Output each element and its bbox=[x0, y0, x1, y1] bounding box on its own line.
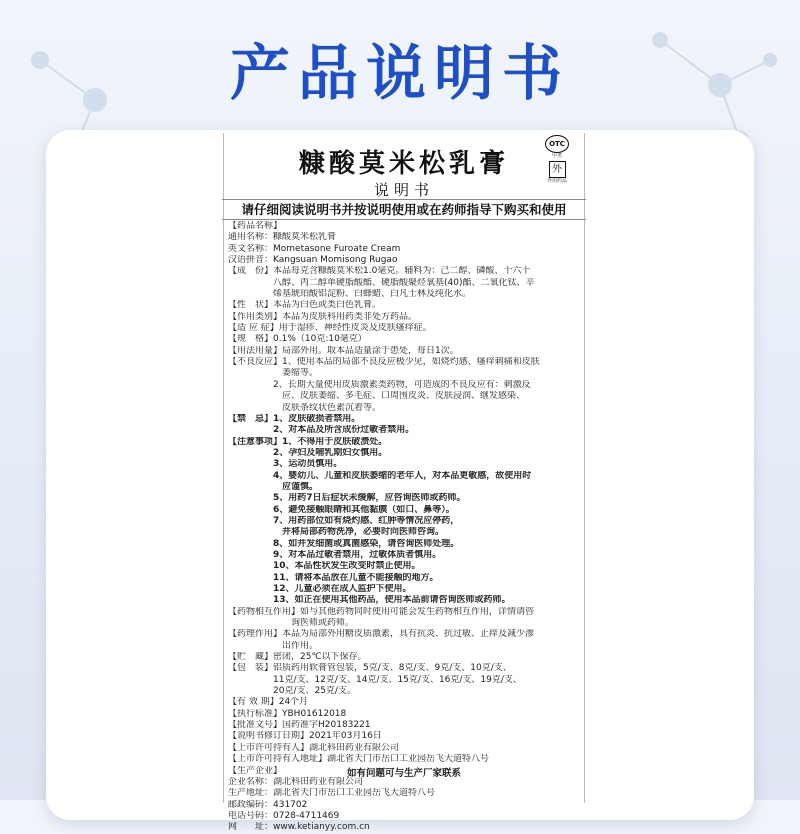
leaflet-subtitle: 说明书 bbox=[373, 181, 434, 199]
leaflet-line: 邮政编码：431702 bbox=[228, 799, 308, 810]
leaflet-line: 6、避免接触眼睛和其他黏膜（如口、鼻等）。 bbox=[228, 504, 455, 515]
leaflet-line: 【不良反应】1、使用本品的局部不良反应极少见，如烧灼感、瘙痒刺痛和皮肤 bbox=[228, 357, 540, 368]
leaflet-line: 网 址：www.ketianyy.com.cn bbox=[228, 822, 370, 833]
leaflet-line: 萎缩等。 bbox=[228, 368, 319, 379]
leaflet-line: 出作用。 bbox=[228, 640, 319, 651]
leaflet-line: 企业名称：湖北科田药业有限公司 bbox=[228, 776, 364, 787]
leaflet-line: 【适 应 症】用于湿疹、神经性皮炎及皮肤瘙痒症。 bbox=[228, 323, 432, 334]
external-use-icon: 外 bbox=[549, 161, 566, 178]
leaflet-line: 【贮 藏】密闭，25℃以下保存。 bbox=[228, 652, 367, 663]
leaflet-line: 【上市许可持有人地址】湖北省天门市岳口工业园岳飞大道特八号 bbox=[228, 754, 490, 765]
leaflet-line: 电话号码：0728-4711469 bbox=[228, 810, 340, 821]
otc-badge-icon: OTC bbox=[545, 135, 569, 153]
leaflet-line: 询医师或药师。 bbox=[228, 618, 355, 629]
leaflet-line: 8、如并发细菌或真菌感染，请咨询医师处理。 bbox=[228, 538, 460, 549]
leaflet-line: 皮肤条纹状色素沉着等。 bbox=[228, 402, 382, 413]
leaflet-line: 烯基琥珀酸铝淀粉、白蜂蜡、白凡士林及纯化水。 bbox=[228, 289, 472, 300]
leaflet-line: 9、对本品过敏者禁用，过敏体质者慎用。 bbox=[228, 549, 442, 560]
leaflet-line: 【禁 忌】1、皮肤破损者禁用。 bbox=[228, 413, 361, 424]
leaflet-line: 10、本品性状发生改变时禁止使用。 bbox=[228, 561, 421, 572]
leaflet-line: 【性 状】本品为白色或类白色乳膏。 bbox=[228, 300, 382, 311]
leaflet-line: 11克/支、12克/支、14克/支、15克/支、16克/支、19克/支、 bbox=[228, 674, 522, 685]
page-title: 产品说明书 bbox=[230, 39, 570, 109]
external-use-label: 外用药品 bbox=[546, 178, 567, 184]
otc-class-label: 甲类 bbox=[551, 153, 562, 159]
leaflet-line: 【药品名称】 bbox=[228, 221, 283, 231]
leaflet-line: 7、用药部位如有烧灼感、红肿等情况应停药， bbox=[228, 515, 460, 526]
leaflet-line: 八醇、丙二醇单硬脂酸酯、硬脂酸聚烃氧基(40)酯、二氧化钛、辛 bbox=[228, 277, 535, 288]
leaflet-line: 【药物相互作用】如与其他药物同时使用可能会发生药物相互作用，详情请咨 bbox=[228, 606, 535, 617]
leaflet-line: 通用名称：糠酸莫米松乳膏 bbox=[228, 232, 337, 243]
leaflet-line: 【用法用量】局部外用。取本品适量涂于患处，每日1次。 bbox=[228, 345, 459, 356]
leaflet-line: 5、用药7日后症状未缓解，应咨询医师或药师。 bbox=[228, 493, 466, 504]
usage-warning: 请仔细阅读说明书并按说明使用或在药师指导下购买和使用 bbox=[222, 199, 586, 220]
leaflet-line: 3、运动员慎用。 bbox=[228, 459, 343, 470]
leaflet-line: 应谨慎。 bbox=[228, 481, 319, 492]
drug-leaflet bbox=[223, 133, 585, 833]
leaflet-line: 【有 效 期】24个月 bbox=[228, 697, 309, 708]
leaflet-line: 【执行标准】YBH01612018 bbox=[228, 708, 347, 719]
leaflet-line: 2、孕妇及哺乳期妇女慎用。 bbox=[228, 447, 388, 458]
leaflet-line: 2、对本品及所含成份过敏者禁用。 bbox=[228, 425, 415, 436]
leaflet-line: 【生产企业】 bbox=[228, 765, 283, 776]
leaflet-line: 汉语拼音：Kangsuan Momisong Rugao bbox=[228, 255, 398, 266]
leaflet-line: 【上市许可持有人】湖北科田药业有限公司 bbox=[228, 742, 400, 753]
manufacturer-contact-note: 如有问题可与生产厂家联系 bbox=[346, 768, 461, 779]
leaflet-line: 并将局部药物洗净，必要时向医师咨询。 bbox=[228, 527, 445, 538]
leaflet-line: 20克/支、25克/支。 bbox=[228, 686, 356, 697]
leaflet-line: 【规 格】0.1%（10克:10毫克） bbox=[228, 334, 367, 345]
leaflet-line: 【成 份】本品每克含糠酸莫米松1.0毫克。辅料为：己二醇、磷酸、十六十 bbox=[228, 266, 531, 277]
leaflet-line: 4、婴幼儿、儿童和皮肤萎缩的老年人，对本品更敏感，故使用时 bbox=[228, 470, 532, 481]
leaflet-line: 【作用类别】本品为皮肤科用药类非处方药品。 bbox=[228, 311, 418, 322]
leaflet-line: 应、皮肤萎缩、多毛症、口周围皮炎、皮肤浸润、继发感染、 bbox=[228, 391, 526, 402]
leaflet-line: 2、长期大量使用皮质激素类药物，可造成的不良反应有：刺激反 bbox=[228, 379, 531, 390]
leaflet-line: 【批准文号】国药准字H20183221 bbox=[228, 720, 371, 731]
leaflet-line: 【药理作用】本品为局部外用糖皮质激素，具有抗炎、抗过敏、止痒及减少渗 bbox=[228, 629, 535, 640]
leaflet-line: 13、如正在使用其他药品，使用本品前请咨询医师或药师。 bbox=[228, 595, 511, 606]
leaflet-line: 【说明书修订日期】2021年03月16日 bbox=[228, 731, 382, 742]
leaflet-line: 英文名称：Mometasone Furoate Cream bbox=[228, 243, 401, 254]
leaflet-body bbox=[228, 221, 582, 834]
drug-title: 糠酸莫米松乳膏 bbox=[298, 149, 509, 179]
leaflet-line: 【注意事项】1、不得用于皮肤破溃处。 bbox=[228, 436, 388, 447]
leaflet-line: 生产地址：湖北省天门市岳口工业园岳飞大道特八号 bbox=[228, 788, 436, 799]
leaflet-line: 11、请将本品放在儿童不能接触的地方。 bbox=[228, 572, 439, 583]
leaflet-line: 【包 装】铝质药用软膏管包装，5克/支、8克/支、9克/支、10克/支、 bbox=[228, 663, 512, 674]
leaflet-line: 12、儿童必须在成人监护下使用。 bbox=[228, 584, 412, 594]
